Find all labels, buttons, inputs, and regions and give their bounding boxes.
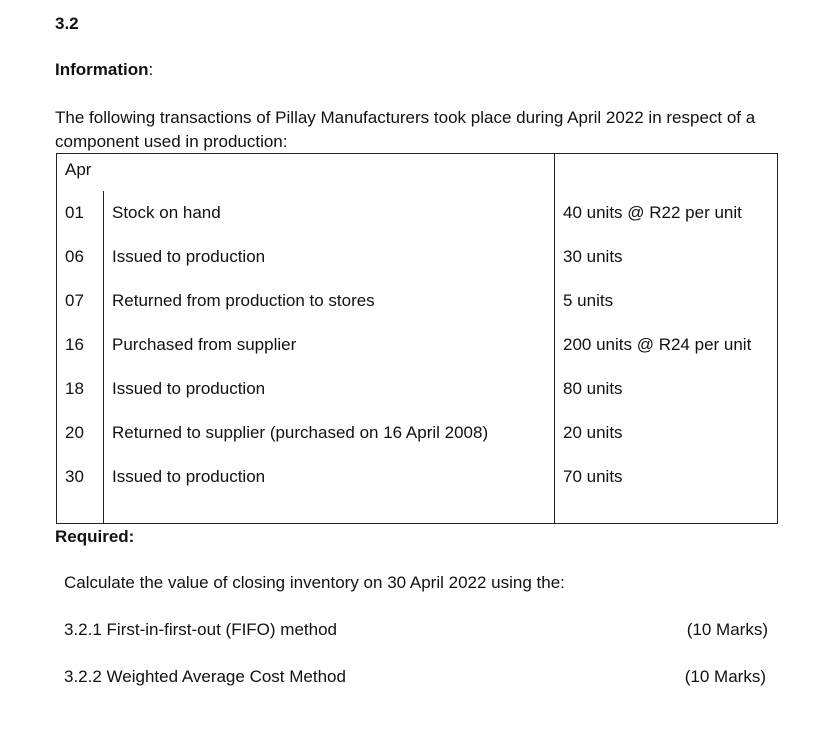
table-row-description: Stock on hand	[112, 203, 221, 222]
table-row-description: Returned to supplier (purchased on 16 April 2008)	[112, 423, 489, 442]
question-weighted-average: 3.2.2 Weighted Average Cost Method	[64, 667, 346, 686]
required-heading: Required:	[55, 527, 135, 546]
table-row-quantity: 5 units	[563, 291, 614, 310]
table-row-quantity: 30 units	[563, 247, 623, 266]
table-row-quantity: 40 units @ R22 per unit	[563, 203, 742, 222]
table-row-day: 20	[65, 423, 84, 442]
section-number: 3.2	[55, 14, 79, 33]
table-row-day: 01	[65, 203, 84, 222]
table-row-day: 06	[65, 247, 84, 266]
table-row-description: Purchased from supplier	[112, 335, 297, 354]
table-row-day: 16	[65, 335, 84, 354]
table-row-day: 18	[65, 379, 84, 398]
table-row-description: Issued to production	[112, 379, 266, 398]
table-row-description: Returned from production to stores	[112, 291, 375, 310]
information-heading-colon: :	[148, 60, 154, 79]
table-row-day: 07	[65, 291, 84, 310]
calculation-instruction: Calculate the value of closing inventory on 30 April 2022 using the:	[64, 573, 565, 592]
table-row-quantity: 20 units	[563, 423, 623, 442]
table-row-quantity: 70 units	[563, 467, 623, 486]
table-row-quantity: 200 units @ R24 per unit	[563, 335, 752, 354]
information-heading-label: Information	[55, 60, 149, 79]
table-month-header: Apr	[65, 160, 92, 179]
intro-paragraph: The following transactions of Pillay Manufacturers took place during April 2022 in respect of a component used in production:	[55, 108, 756, 151]
table-row-quantity: 80 units	[563, 379, 623, 398]
transactions-table	[56, 153, 778, 524]
table-row-day: 30	[65, 467, 84, 486]
question-fifo: 3.2.1 First-in-first-out (FIFO) method	[64, 620, 337, 639]
question-fifo-marks: (10 Marks)	[686, 620, 768, 639]
information-heading	[55, 60, 153, 80]
table-row-description: Issued to production	[112, 247, 266, 266]
table-divider-day	[103, 191, 104, 523]
table-divider-quantity	[554, 154, 555, 523]
question-weighted-average-marks: (10 Marks)	[684, 667, 766, 686]
table-row-description: Issued to production	[112, 467, 266, 486]
